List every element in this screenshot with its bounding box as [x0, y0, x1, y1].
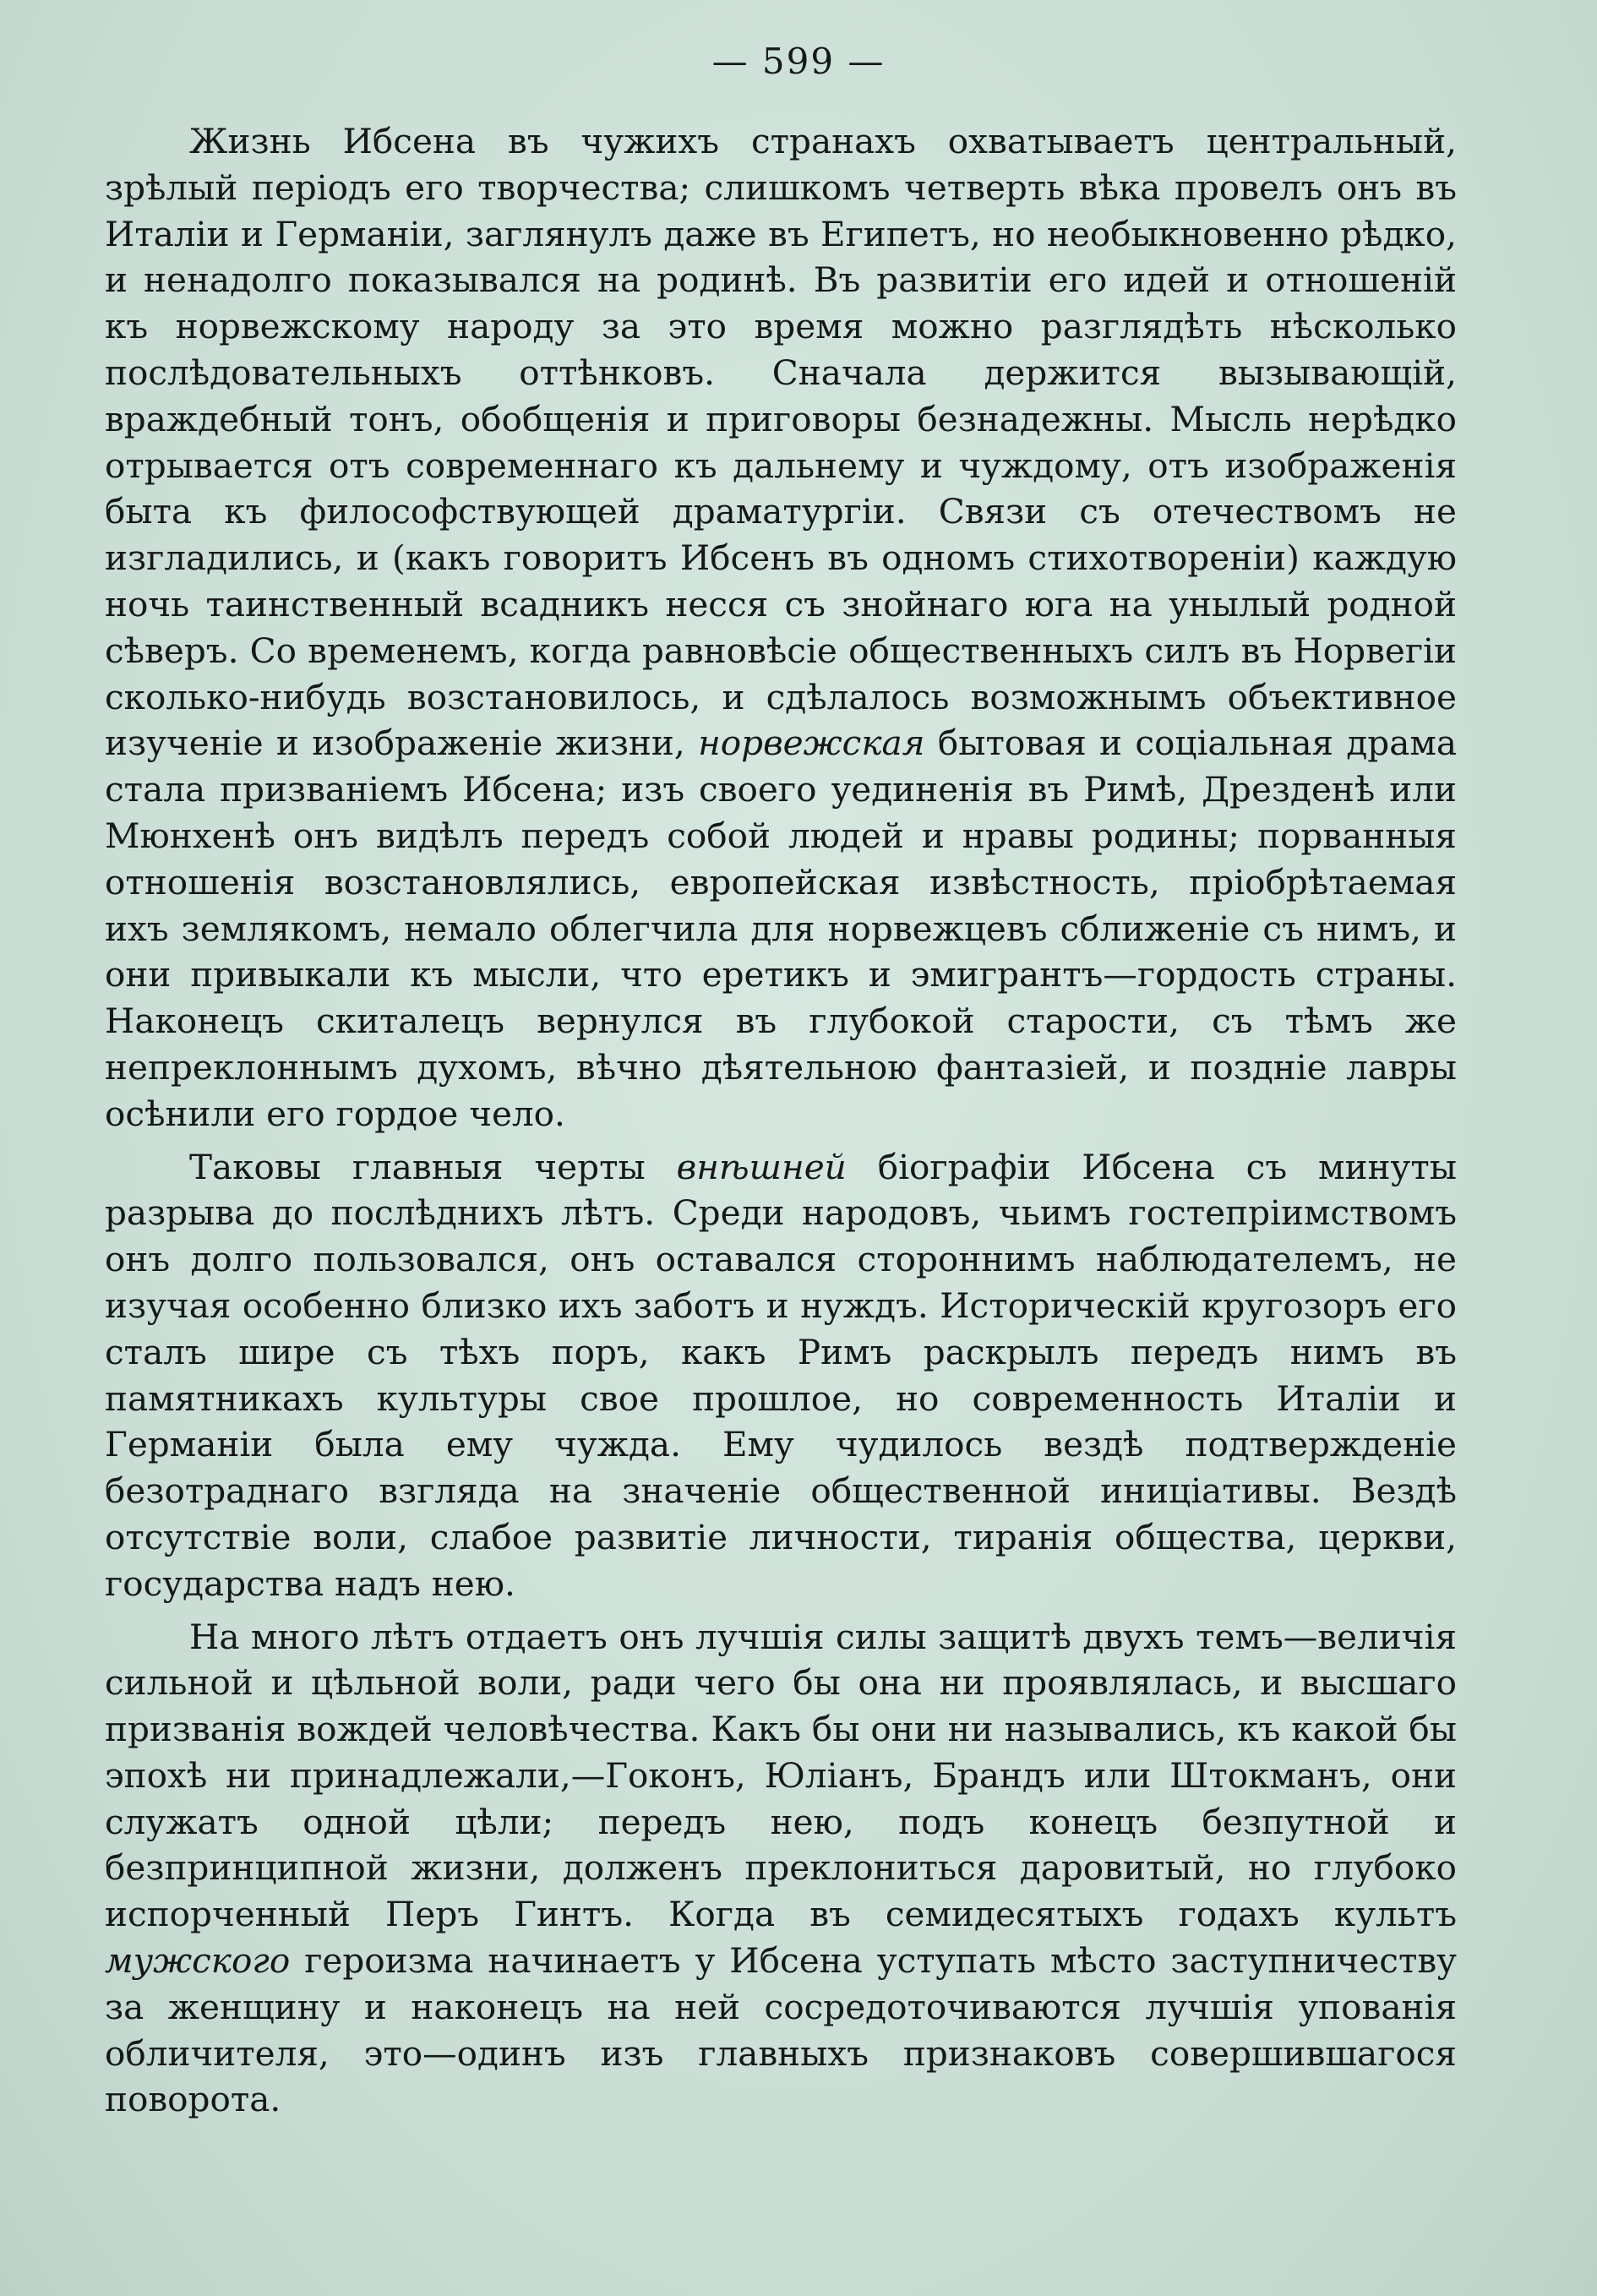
page-number: — 599 — — [711, 41, 886, 82]
paragraph-3-text-b: героизма начинаетъ у Ибсена уступать мѣсто заступничеству за женщину и наконецъ на ней сосредоточиваются лучшія упованія обличителя, это—одинъ изъ главныхъ признаковъ совершившагося поворота. — [105, 1940, 1458, 2120]
paragraph-1-italic: норвежская — [698, 723, 925, 764]
paragraph-2-text-a: Таковы главныя черты — [189, 1146, 646, 1187]
paragraph-3-text-a: На много лѣтъ отдаетъ онъ лучшія силы защитѣ двухъ темъ—величія сильной и цѣльной воли, ради чего бы она ни проявлялась, и высшаго призванія вождей человѣчества. Какъ бы они ни назывались, къ какой бы эпохѣ ни принадлежали,—Гоконъ, Юліанъ, Брандъ или Штокманъ, они служатъ одной цѣли; передъ нею, подъ конецъ безпутной и безпринципной жизни, долженъ преклониться даровитый, но глубоко испорченный Перъ Гинтъ. Когда въ семидесятыхъ годахъ культъ — [105, 1616, 1457, 1935]
paragraph-1-text-b: бытовая и соціальная драма стала призваніемъ Ибсена; изъ своего уединенія въ Римѣ, Дрезденѣ или Мюнхенѣ онъ видѣлъ передъ собой людей и нравы родины; порванныя отношенія возстановлялись, европейская извѣстность, пріобрѣтаемая ихъ землякомъ, немало облегчила для норвежцевъ сближеніе съ нимъ, и они привыкали къ мысли, что еретикъ и эмигрантъ—гордость страны. Наконецъ скиталецъ вернулся въ глубокой старости, съ тѣмъ же непреклоннымъ духомъ, вѣчно дѣятельною фантазіей, и поздніе лавры осѣнили его гордое чело. — [105, 723, 1458, 1134]
paragraph-2 — [105, 1144, 1457, 1607]
paragraph-1 — [105, 118, 1457, 1137]
paragraph-2-italic: внѣшней — [676, 1146, 847, 1187]
paragraph-2-text-b: біографіи Ибсена съ минуты разрыва до послѣднихъ лѣтъ. Среди народовъ, чьимъ гостепріимствомъ онъ долго пользовался, онъ оставался стороннимъ наблюдателемъ, не изучая особенно близко ихъ заботъ и нуждъ. Историческій кругозоръ его сталъ шире съ тѣхъ поръ, какъ Римъ раскрылъ передъ нимъ въ памятникахъ культуры свое прошлое, но современность Италіи и Германіи была ему чужда. Ему чудилось вездѣ подтвержденіе безотраднаго взгляда на значеніе общественной иниціативы. Вездѣ отсутствіе воли, слабое развитіе личности, тиранія общества, церкви, государства надъ нею. — [105, 1146, 1458, 1604]
paragraph-3 — [105, 1614, 1457, 2124]
paragraph-3-italic: мужского — [105, 1940, 291, 1982]
body-text — [105, 118, 1457, 2130]
paragraph-1-text-a: Жизнь Ибсена въ чужихъ странахъ охватываетъ центральный, зрѣлый періодъ его творчества; слишкомъ четверть вѣка провелъ онъ въ Италіи и Германіи, заглянулъ даже въ Египетъ, но необыкновенно рѣдко, и ненадолго показывался на родинѣ. Въ развитіи его идей и отношеній къ норвежскому народу за это время можно разглядѣть нѣсколько послѣдовательныхъ оттѣнковъ. Сначала держится вызывающій, враждебный тонъ, обобщенія и приговоры безнадежны. Мысль нерѣдко отрывается отъ современнаго къ дальнему и чуждому, отъ изображенія быта къ философствующей драматургіи. Связи съ отечествомъ не изгладились, и (какъ говоритъ Ибсенъ въ одномъ стихотвореніи) каждую ночь таинственный всадникъ несся съ знойнаго юга на унылый родной сѣверъ. Со временемъ, когда равновѣсіе общественныхъ силъ въ Норвегіи сколько-нибудь возстановилось, и сдѣлалось возможнымъ объективное изученіе и изображеніе жизни, — [105, 121, 1457, 764]
